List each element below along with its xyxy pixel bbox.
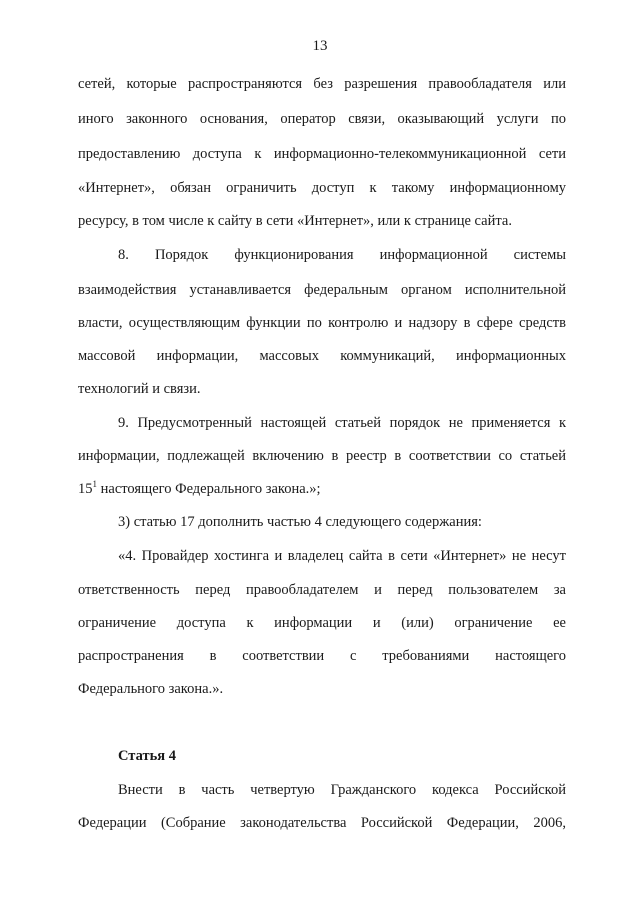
text-line: ресурсу, в том числе к сайту в сети «Интернет», или к странице сайта. xyxy=(78,213,512,229)
text-line: Федерации (Собрание законодательства Российской Федерации, 2006, xyxy=(78,815,566,831)
text-line: власти, осуществляющим функции по контролю и надзору в сфере средств xyxy=(78,315,566,331)
article-heading: Статья 4 xyxy=(118,748,176,764)
text-line: «Интернет», обязан ограничить доступ к такому информационному xyxy=(78,180,566,196)
article-ref-rest: настоящего Федерального закона.»; xyxy=(97,481,321,497)
article-number: 15 xyxy=(78,481,93,497)
article-superscript: 1 xyxy=(92,479,97,489)
text-line: взаимодействия устанавливается федеральным органом исполнительной xyxy=(78,282,566,298)
text-line: технологий и связи. xyxy=(78,381,201,397)
paragraph-8-start: 8. Порядок функционирования информационной системы xyxy=(118,247,566,263)
text-line-article-ref xyxy=(78,480,566,498)
text-line: иного законного основания, оператор связи, оказывающий услуги по xyxy=(78,111,566,127)
text-line: ограничение доступа к информации и (или) ограничение ее xyxy=(78,615,566,631)
item-3-line: 3) статью 17 дополнить частью 4 следующего содержания: xyxy=(118,514,482,530)
paragraph-9-start: 9. Предусмотренный настоящей статьей порядок не применяется к xyxy=(118,415,566,431)
text-line: информации, подлежащей включению в реестр в соответствии со статьей xyxy=(78,448,566,464)
page-number: 13 xyxy=(312,38,328,54)
text-line: сетей, которые распространяются без разрешения правообладателя или xyxy=(78,76,566,92)
text-line: ответственность перед правообладателем и перед пользователем за xyxy=(78,582,566,598)
text-line: распространения в соответствии с требованиями настоящего xyxy=(78,648,566,664)
article-4-text-start: Внести в часть четвертую Гражданского кодекса Российской xyxy=(118,782,566,798)
text-line: массовой информации, массовых коммуникаций, информационных xyxy=(78,348,566,364)
text-line: Федерального закона.». xyxy=(78,681,224,697)
part-4-start: «4. Провайдер хостинга и владелец сайта в сети «Интернет» не несут xyxy=(118,548,566,564)
text-line: предоставлению доступа к информационно-телекоммуникационной сети xyxy=(78,146,566,162)
